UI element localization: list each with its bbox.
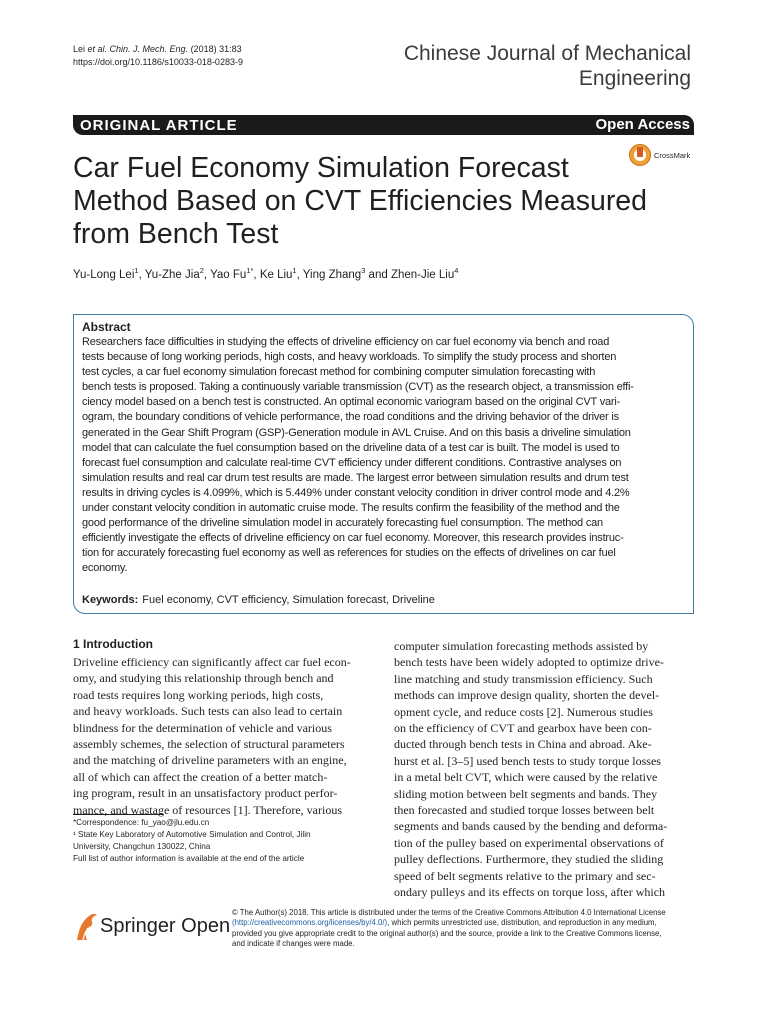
- body-line: road tests requires long working periods, high costs,: [73, 687, 324, 702]
- body-line: ducted through bench tests in China and abroad. Ake-: [394, 737, 652, 752]
- affiliation-line: ¹ State Key Laboratory of Automotive Simulation and Control, Jilin: [73, 830, 311, 839]
- license-line: , which permits unrestricted use, distribution, and reproduction in any medium,: [387, 918, 657, 928]
- citation-header: [73, 43, 243, 69]
- body-line: pulley deflections. Furthermore, they studied the sliding: [394, 852, 664, 867]
- abstract-line: tion for accurately forecasting fuel economy as well as references for studies on the effects of drivelines on car fuel: [82, 547, 616, 560]
- abstract-line: Researchers face difficulties in studying the effects of driveline efficiency on car fuel economy via bench and road: [82, 336, 610, 348]
- body-line: on the efficiency of CVT and gearbox have been con-: [394, 721, 652, 736]
- body-line: Driveline efficiency can significantly affect car fuel econ-: [73, 655, 351, 669]
- crossmark-icon: [628, 143, 698, 167]
- publisher-suffix: Open: [175, 915, 231, 937]
- body-line: assembly schemes, the selection of structural parameters: [73, 737, 345, 752]
- cc-license-link[interactable]: (http://creativecommons.org/licenses/by/4.0/): [232, 918, 388, 928]
- body-line: then forecasted and studied torque losses between belt: [394, 803, 655, 818]
- body-line: all of which can affect the creation of a better match-: [73, 769, 328, 784]
- abstract-line: generated in the Gear Shift Program (GSP)-Generation module in AVL Cruise. And on this basis a driveline simulation: [82, 426, 631, 439]
- abstract-line: efficiently investigate the effects of driveline efficiency on car fuel economy. Moreover, this research provides instruc-: [82, 532, 624, 545]
- title-line2: Method Based on CVT Efficiencies Measured: [73, 185, 648, 217]
- intro-left-column: [73, 654, 384, 818]
- footnote-divider: [73, 814, 163, 815]
- footnotes: [73, 817, 373, 865]
- abstract-line: model that can calculate the fuel consumption based on the driveline data of a test car is built. The model is used to: [82, 441, 620, 454]
- journal-name-line2: Engineering: [578, 67, 691, 90]
- body-line: opment cycle, and reduce costs [2]. Numerous studies: [394, 704, 653, 719]
- body-line: sliding motion between belt segments and bands. They: [394, 786, 658, 801]
- body-line: in a metal belt CVT, which were caused by the relative: [394, 770, 658, 785]
- body-line: ing program, result in an unsatisfactory product perfor-: [73, 786, 338, 801]
- body-line: bench tests have been widely adopted to optimize drive-: [394, 655, 664, 670]
- author-item[interactable]: Ke Liu$^1$,: [259, 266, 303, 281]
- body-line: blindness for the determination of vehicle and various: [73, 720, 332, 735]
- abstract-text: [82, 335, 688, 577]
- title-line3: from Bench Test: [73, 218, 279, 250]
- body-line: methods can improve design quality, shorten the devel-: [394, 688, 660, 703]
- journal-name: [404, 41, 691, 91]
- springer-open-wordmark: [100, 914, 230, 938]
- affiliation-line: University, Changchun 130022, China: [73, 842, 211, 851]
- citation-journal: et al. Chin. J. Mech. Eng.: [87, 44, 189, 54]
- keywords-list: Fuel economy, CVT efficiency, Simulation forecast, Driveline: [142, 594, 435, 606]
- abstract-line: ciency model based on a bench test is constructed. An optimal economic variogram based on the original CVT vari-: [82, 396, 621, 409]
- license-line: © The Author(s) 2018. This article is distributed under the terms of the Creative Commons Attribution 4.0 International License: [232, 908, 666, 917]
- license-statement: [232, 908, 695, 950]
- springer-horse-icon: [73, 910, 99, 944]
- section-heading-introduction: 1 Introduction: [73, 637, 153, 651]
- abstract-line: test cycles, a car fuel economy simulation forecast method for combining computer simulation forecasting with: [82, 366, 596, 379]
- body-line: and heavy workloads. Such tests can also lead to certain: [73, 704, 343, 719]
- article-title: [73, 152, 673, 251]
- body-line: segments and bands caused by the bending and deforma-: [394, 819, 668, 834]
- body-line: omy, and studying this relationship through bench and: [73, 671, 334, 686]
- body-line: speed of belt segments relative to the primary and sec-: [394, 868, 656, 883]
- doi-link[interactable]: https://doi.org/10.1186/s10033-018-0283-9: [73, 57, 243, 67]
- abstract-line: ogram, the boundary conditions of vehicle performance, the road conditions and the driving behavior of the driver is: [82, 411, 619, 424]
- author-info-note: Full list of author information is available at the end of the article: [73, 854, 305, 863]
- crossmark-badge[interactable]: [628, 143, 698, 167]
- body-line: tion of the pulley based on experimental observations of: [394, 835, 664, 850]
- author-item[interactable]: Yu-Zhe Jia$^2$,: [144, 266, 211, 281]
- abstract-heading: Abstract: [82, 320, 131, 334]
- abstract-line: economy.: [82, 562, 128, 575]
- publisher-name: Springer: [100, 915, 176, 937]
- body-line: computer simulation forecasting methods assisted by: [394, 639, 649, 653]
- abstract-line: tests because of long working periods, high costs, and heavy workloads. To simplify the study process and shorten: [82, 351, 617, 364]
- keywords-label: Keywords:: [82, 594, 139, 606]
- author-item[interactable]: Ying Zhang$^3$ and: [302, 266, 391, 281]
- license-line: provided you give appropriate credit to the original author(s) and the source, provide a link to the Creative Commons license,: [232, 928, 662, 938]
- body-line: hurst et al. [3–5] used bench tests to study torque losses: [394, 753, 661, 768]
- keywords-line: [82, 593, 435, 608]
- journal-name-line1: Chinese Journal of Mechanical: [403, 42, 691, 65]
- article-type-label: ORIGINAL ARTICLE: [80, 117, 238, 134]
- title-line1: Car Fuel Economy Simulation Forecast: [73, 152, 569, 184]
- abstract-line: bench tests is proposed. Taking a continuously variable transmission (CVT) as the research object, a transmission effi-: [82, 381, 634, 394]
- author-item[interactable]: Yu-Long Lei$^1$,: [73, 266, 145, 281]
- abstract-line: simulation results and real car drum test results are made. The largest error between simulation results and drum test: [82, 471, 629, 484]
- body-line: and the matching of driveline parameters with an engine,: [73, 753, 347, 768]
- intro-right-column: [394, 638, 695, 901]
- license-line: and indicate if changes were made.: [232, 939, 355, 949]
- open-access-label: Open Access: [595, 116, 690, 133]
- crossmark-label: CrossMark: [654, 151, 691, 160]
- abstract-line: under constant velocity condition in automatic cruise mode. The results confirm the feasibility of the method and the: [82, 502, 620, 515]
- author-item[interactable]: Zhen-Jie Liu$^4$: [390, 266, 459, 281]
- abstract-line: forecast fuel consumption and calculate real-time CVT efficiency under different conditions. Contrastive analyses on: [82, 456, 622, 469]
- author-list: [73, 263, 458, 283]
- body-line: mance, and wastage of resources [1]. Therefore, various: [73, 802, 342, 817]
- citation-volume: (2018) 31:83: [188, 44, 242, 54]
- abstract-line: results in driving cycles is 4.099%, which is 5.449% under constant velocity condition in driver control mode and 4.2%: [82, 486, 630, 499]
- author-item[interactable]: Yao $Fu^{1*}$,: [210, 266, 260, 281]
- citation-authors: Lei: [73, 44, 88, 54]
- correspondence-email[interactable]: *Correspondence: fu_yao@jlu.edu.cn: [73, 818, 210, 827]
- body-line: line matching and study transmission efficiency. Such: [394, 671, 653, 686]
- body-line: ondary pulleys and its effects on torque loss, after which: [394, 885, 666, 900]
- abstract-line: good performance of the driveline simulation model in accurately forecasting fuel consumption. The method can: [82, 517, 603, 530]
